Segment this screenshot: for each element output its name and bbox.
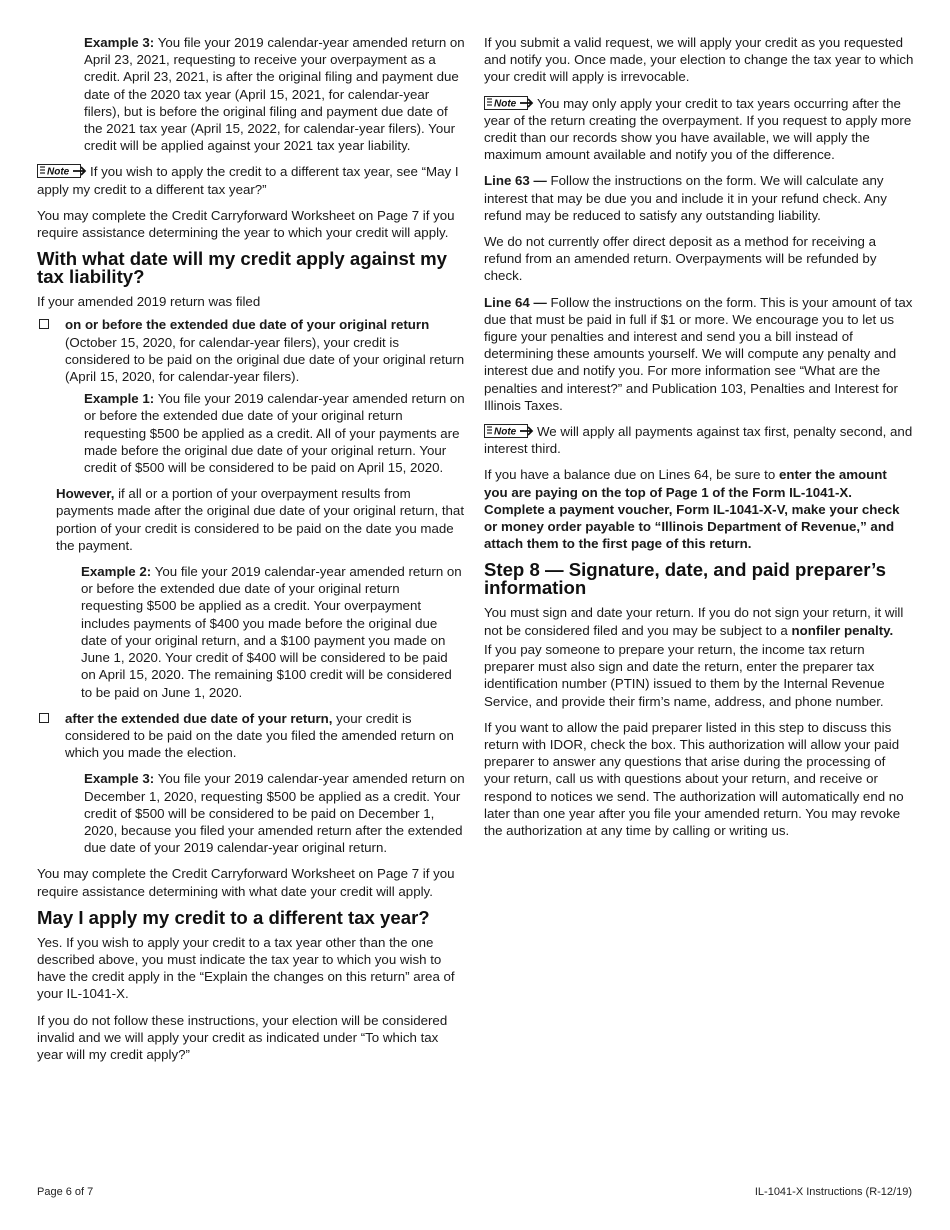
filed-intro: If your amended 2019 return was filed [37,294,261,310]
heading-credit-date: With what date will my credit apply against my tax liability? [37,248,448,288]
heading-step-8: Step 8 — Signature, date, and paid preparer’s information [484,559,886,599]
however-paragraph: However, if all or a portion of your overpayment results from payments made after the original due date of your original return, that portion of your credit is considered to be paid on the date you made the payment. [56,486,465,553]
worksheet-paragraph-2: You may complete the Credit Carryforward Worksheet on Page 7 if you require assistance determining with what date your credit will apply. [37,866,455,899]
bullet-on-or-before: on or before the extended due date of your original return (October 15, 2020, for calendar-year filers), your credit is considered to be paid on the original due date of your original return (April 15, 2020, for calendar-year filers). [37,316,465,385]
note-icon [484,424,534,438]
note-tax-years: Note You may only apply your credit to tax years occurring after the year of the return creating the overpayment. If you request to apply more credit than our records show you have available, we will apply the maximum amount available and notify you of the difference. [484,95,912,163]
svg-text:Note: Note [494,426,517,438]
preparer-paragraph: If you pay someone to prepare your return, the income tax return preparer must also sign and date the return, enter the preparer tax identification number (PTIN) issued to them by the Internal Revenue Service, and provide their firm’s name, address, and phone number. [484,641,885,709]
line-63-paragraph: Line 63 — Follow the instructions on the form. We will calculate any interest that may be due you and include it in your refund check. Any refund may be reduced to satisfy any outstanding liability. [484,173,887,223]
valid-request-paragraph: If you submit a valid request, we will apply your credit as you requested and notify you. Once made, your election to change the tax year to which your credit will apply is irrevocable. [484,35,914,85]
yes-paragraph: Yes. If you wish to apply your credit to a tax year other than the one described above, you must indicate the tax year to which you wish to have the credit apply in the “Explain the changes on this return” area of your IL-1041-X. [37,934,455,1002]
example-1: Example 1: You file your 2019 calendar-year amended return on or before the extended due date of your original return requesting $500 be applied as a credit. All of your payments are made before the original due date of your original return. Your credit of $500 will be considered to be paid on April 15, 2020. [84,391,465,476]
invalid-paragraph: If you do not follow these instructions, your election will be considered invalid and we will apply your credit as indicated under “To which tax year will my credit apply?” [37,1012,448,1062]
heading-different-year: May I apply my credit to a different tax year? [37,906,430,928]
form-identifier: IL-1041-X Instructions (R-12/19) [754,1186,912,1198]
sign-paragraph: You must sign and date your return. If you do not sign your return, it will not be considered filed and you may be subject to a nonfiler penalty. [484,605,904,638]
balance-due-paragraph: If you have a balance due on Lines 64, be sure to enter the amount you are paying on the top of Page 1 of the Form IL-1041-X. Complete a payment voucher, Form IL-1041-X-V, make your check or money order payable to “Illinois Department of Revenue,” and attach them to the first page of this return. [484,467,900,552]
direct-deposit-paragraph: We do not currently offer direct deposit as a method for receiving a refund from an amended return. Overpayments will be refunded by check. [484,234,877,284]
example-3-december: Example 3: You file your 2019 calendar-year amended return on December 1, 2020, requesting $500 be applied as a credit. Your credit of $500 will be considered to be paid on December 1, 2020, because you filed your amended return after the extended due date of your 2019 calendar-year original return. [84,771,465,856]
idor-authorization-paragraph: If you want to allow the paid preparer listed in this step to discuss this return with IDOR, check the box. This authorization will allow your paid preparer to answer any questions that arise during the processing of your return, call us with questions about your return, and receive or respond to notices we send. The authorization will automatically end no later than one year after you file your amended return. You may revoke the authorization at any time by calling or writing us. [484,719,904,838]
checkbox-bullet-icon [39,319,49,329]
note-icon [37,164,87,178]
left-column [37,34,465,1072]
note-icon [484,96,534,110]
example-3-credit-year: Example 3: You file your 2019 calendar-year amended return on April 23, 2021, requesting to receive your overpayment as a credit. April 23, 2021, is after the original filing and payment due date of the 2020 tax year (April 15, 2021, for calendar-year filers), but is before the original filing and payment due date of the 2021 tax year (April 15, 2022, for calendar-year filers). Your credit will be applied against your 2021 tax year liability. [84,35,465,154]
right-column [484,34,914,848]
note-different-year: Note If you wish to apply the credit to a different tax year, see “May I apply my credit to a different tax year?” [37,164,459,197]
note-payments-order: Note We will apply all payments against tax first, penalty second, and interest third. [484,424,913,457]
svg-text:Note: Note [47,166,70,178]
page-number: Page 6 of 7 [37,1186,94,1198]
worksheet-paragraph-1: You may complete the Credit Carryforward Worksheet on Page 7 if you require assistance determining the year to which your credit will apply. [37,207,455,241]
svg-text:Note: Note [494,98,517,110]
checkbox-bullet-icon [39,713,49,723]
example-2: Example 2: You file your 2019 calendar-year amended return on or before the extended due date of your original return requesting $500 be applied as a credit. Your overpayment includes payments of $400 you made before the original due date of your original return, and a $100 payment you made on June 1, 2020. Your credit of $400 will be considered to be paid on April 15, 2020. The remaining $100 credit will be considered to be paid on June 1, 2020. [81,564,462,700]
bullet-after-extended: after the extended due date of your return, your credit is considered to be paid on the date you filed the amended return on which you made the election. [37,710,465,762]
line-64-paragraph: Line 64 — Follow the instructions on the form. This is your amount of tax due that must be paid in full if $1 or more. We encourage you to let us figure your penalties and interest and send you a bill instead of determining these amounts yourself. We will compute any penalty and interest due and notify you. For more information see “What are the penalties and interest?” and Publication 103, Penalties and Interest for Illinois Taxes. [484,294,913,413]
